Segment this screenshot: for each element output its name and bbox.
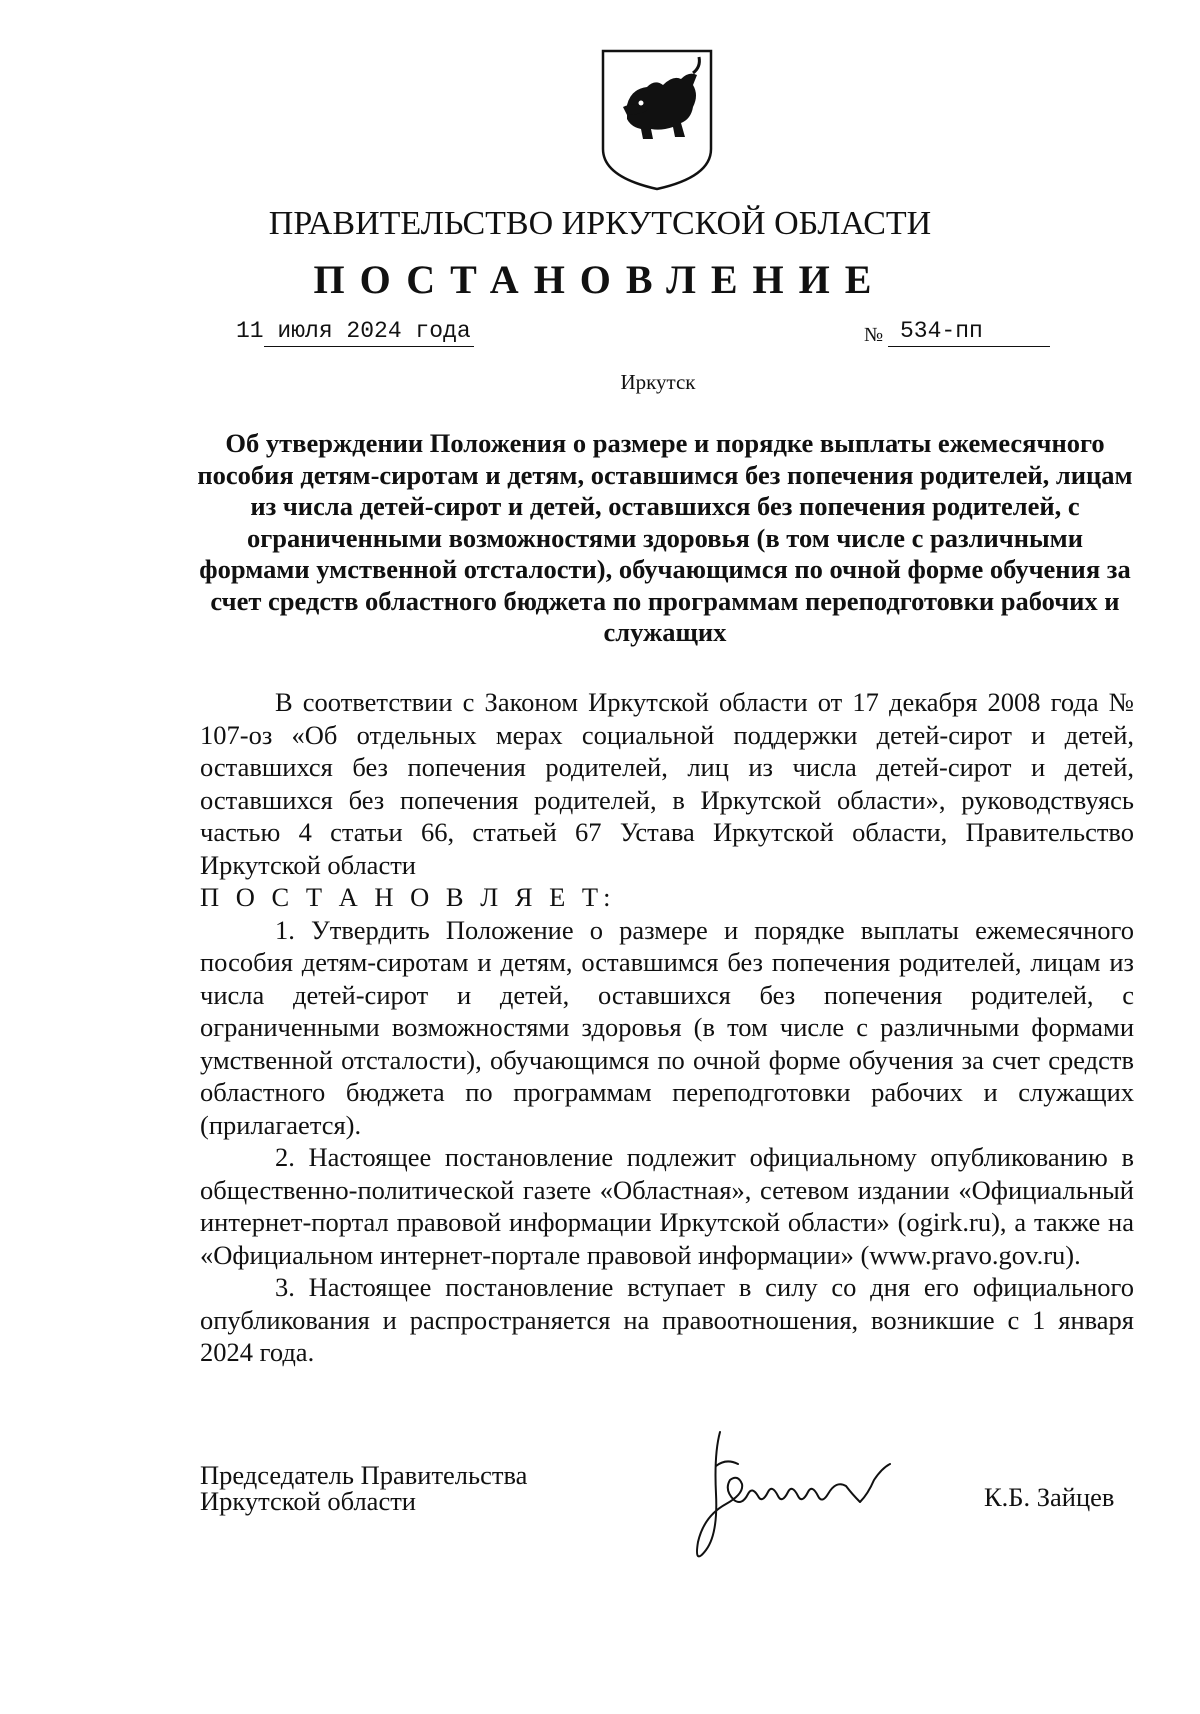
date-underline (264, 346, 474, 347)
document-number: 534-пп (900, 318, 983, 344)
coat-of-arms-icon (597, 45, 717, 193)
document-date: 11 июля 2024 года (236, 318, 471, 344)
document-title: Об утверждении Положения о размере и порядке выплаты ежемесячного пособия детям-сиротам и детям, оставшимся без попечения родителей, лицам из числа детей-сирот и детей, оставшихся без попечения родителей, с ограниченными возможностями здоровья (в том числе с различными формами умственной отсталости), обучающимся по очной форме обучения за счет средств областного бюджета по программам переподготовки рабочих и служащих (197, 428, 1133, 647)
signatory-position-line2: Иркутской области (200, 1486, 416, 1516)
item-paragraph-2: 2. Настоящее постановление подлежит официальному опубликованию в общественно-политической газете «Областная», сетевом издании «Официальный интернет-портал правовой информации Иркутской области» (ogirk.ru), а также на «Официальном интернет-портале правовой информации» (www.pravo.gov.ru). (200, 1142, 1134, 1270)
signatory-position (200, 1462, 527, 1514)
signatory-name: К.Б. Зайцев (984, 1482, 1115, 1512)
item-paragraph-1: 1. Утвердить Положение о размере и порядке выплаты ежемесячного пособия детям-сиротам и детям, оставшимся без попечения родителей, лицам из числа детей-сирот и детей, оставшихся без попечения родителей, с ограниченными возможностями здоровья (в том числе с различными формами умственной отсталости), обучающимся по очной форме обучения за счет средств областного бюджета по программам переподготовки рабочих и служащих (прилагается). (200, 914, 1134, 1140)
document-type: ПОСТАНОВЛЕНИЕ (313, 257, 887, 302)
preamble-paragraph: В соответствии с Законом Иркутской области от 17 декабря 2008 года № 107-оз «Об отдельных мерах социальной поддержки детей-сирот и детей, оставшихся без попечения родителей, лиц из числа детей-сирот и детей, оставшихся без попечения родителей, в Иркутской области», руководствуясь частью 4 статьи 66, статьей 67 Устава Иркутской области, Правительство Иркутской области (200, 687, 1134, 880)
document-body (200, 686, 1134, 1369)
signatory-position-line1: Председатель Правительства (200, 1460, 528, 1490)
city: Иркутск (620, 370, 696, 394)
number-sign: № (864, 324, 884, 346)
handwritten-signature (686, 1424, 931, 1572)
government-name: ПРАВИТЕЛЬСТВО ИРКУТСКОЙ ОБЛАСТИ (268, 205, 932, 242)
item-paragraph-3: 3. Настоящее постановление вступает в силу со дня его официального опубликования и распространяется на правоотношения, возникшие с 1 января 2024 года. (200, 1272, 1134, 1367)
decree-word: П О С Т А Н О В Л Я Е Т: (200, 882, 616, 912)
number-underline (888, 346, 1050, 347)
